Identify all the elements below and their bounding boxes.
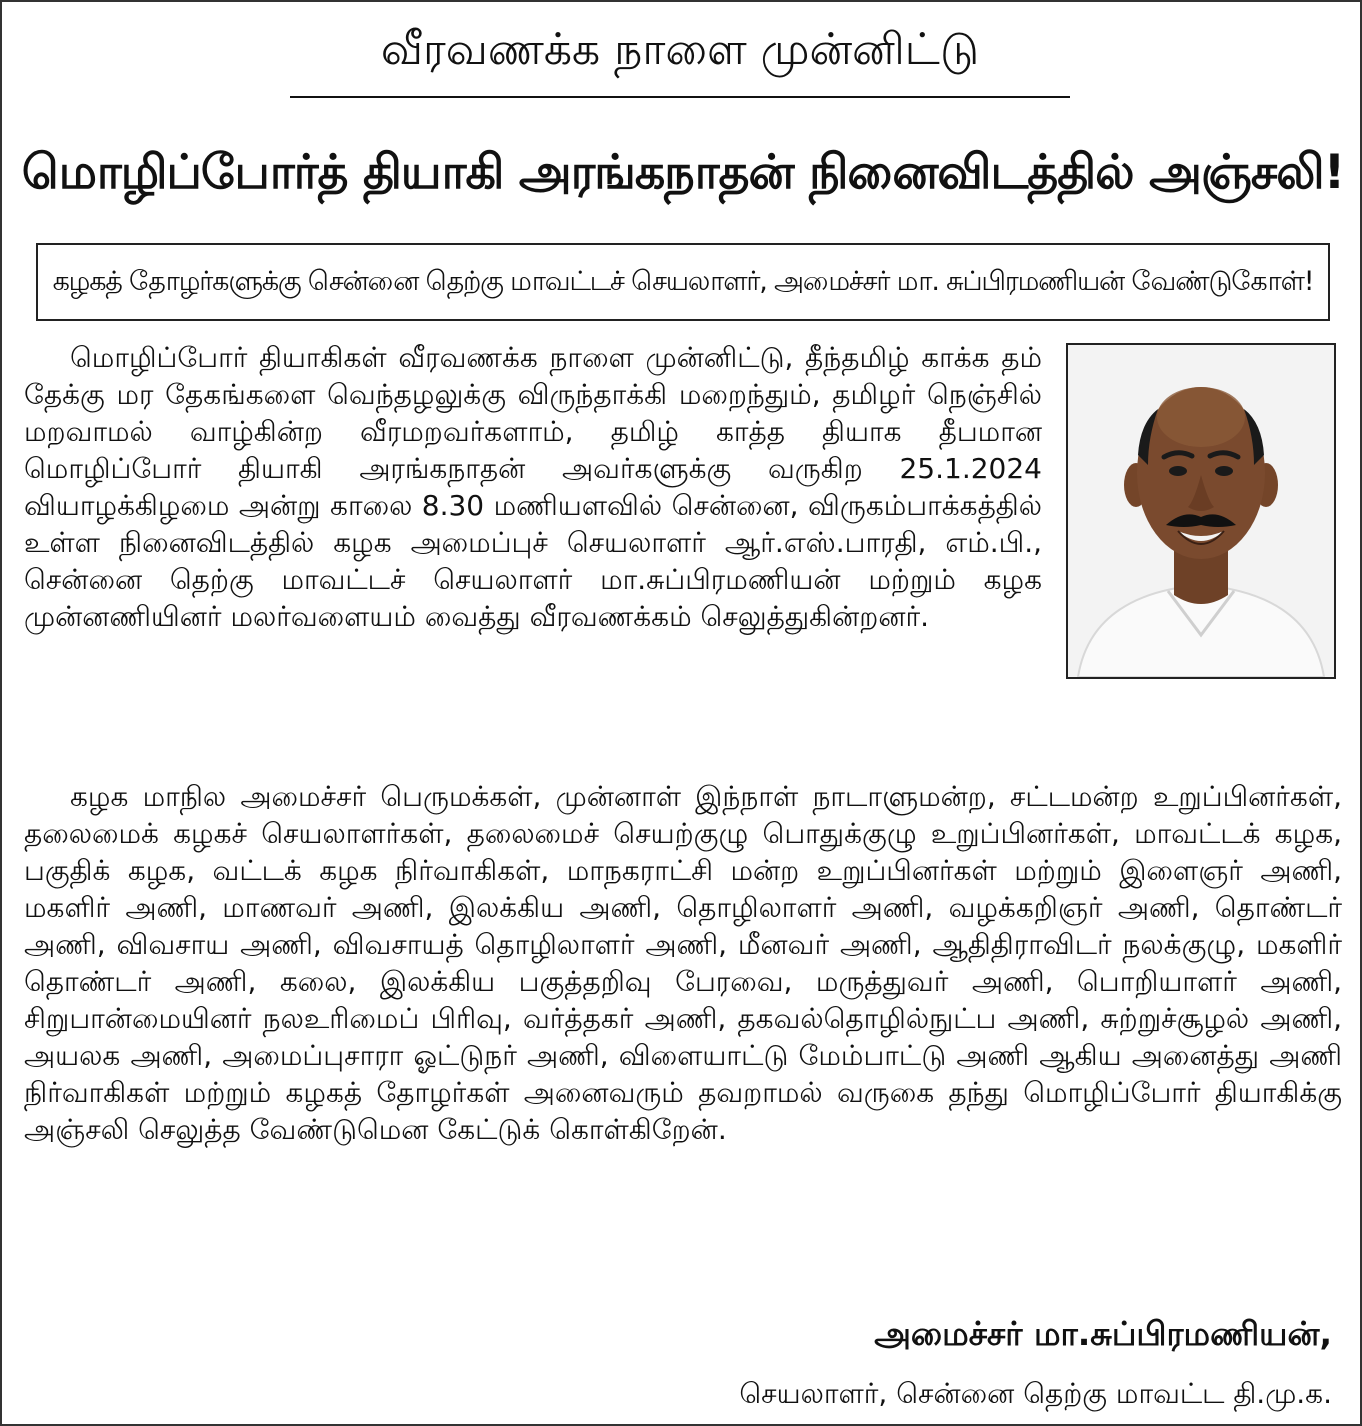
main-headline: மொழிப்போர்த் தியாகி அரங்கநாதன் நினைவிடத்தில் அஞ்சலி! (21, 145, 1345, 200)
subheadline-box (36, 243, 1330, 321)
portrait-illustration (1068, 345, 1334, 677)
kicker-heading: வீரவணக்க நாளை முன்னிட்டு (380, 24, 980, 75)
body-paragraph-1: மொழிப்போர் தியாகிகள் வீரவணக்க நாளை முன்னிட்டு, தீந்தமிழ் காக்க தம் தேக்கு மர தேகங்களை வெந்தழலுக்கு விருந்தாக்கி மறைந்தும், தமிழர் நெஞ்சில் மறவாமல் வாழ்கின்ற வீரமறவர்களாம், தமிழ் காத்த தியாக தீபமான மொழிப்போர் தியாகி அரங்கநாதன் அவர்களுக்கு வருகிற 25.1.2024 வியாழக்கிழமை அன்று காலை 8.30 மணியளவில் சென்னை, விருகம்பாக்கத்தில் உள்ள நினைவிடத்தில் கழக அமைப்புச் செயலாளர் ஆர்.எஸ்.பாரதி, எம்.பி., சென்னை தெற்கு மாவட்டச் செயலாளர் மா.சுப்பிரமணியன் மற்றும் கழக முன்னணியினர் மலர்வளையம் வைத்து வீரவணக்கம் செலுத்துகின்றனர். (24, 341, 1042, 633)
subheadline: கழகத் தோழர்களுக்கு சென்னை தெற்கு மாவட்டச் செயலாளர், அமைச்சர் மா. சுப்பிரமணியன் வேண்டுகோள்! (52, 266, 1314, 297)
kicker-underline (290, 96, 1070, 98)
signature-name: அமைச்சர் மா.சுப்பிரமணியன், (874, 1314, 1332, 1353)
portrait-photo (1066, 343, 1336, 679)
signature-title: செயலாளர், சென்னை தெற்கு மாவட்ட தி.மு.க. (739, 1377, 1332, 1410)
body-paragraph-2: கழக மாநில அமைச்சர் பெருமக்கள், முன்னாள் இந்நாள் நாடாளுமன்ற, சட்டமன்ற உறுப்பினர்கள், தலைமைக் கழகச் செயலாளர்கள், தலைமைச் செயற்குழு பொதுக்குழு உறுப்பினர்கள், மாவட்டக் கழக, பகுதிக் கழக, வட்டக் கழக நிர்வாகிகள், மாநகராட்சி மன்ற உறுப்பினர்கள் மற்றும் இளைஞர் அணி, மகளிர் அணி, மாணவர் அணி, இலக்கிய அணி, தொழிலாளர் அணி, வழக்கறிஞர் அணி, தொண்டர் அணி, விவசாய அணி, விவசாயத் தொழிலாளர் அணி, மீனவர் அணி, ஆதிதிராவிடர் நலக்குழு, மகளிர் தொண்டர் அணி, கலை, இலக்கிய பகுத்தறிவு பேரவை, மருத்துவர் அணி, பொறியாளர் அணி, சிறுபான்மையினர் நலஉரிமைப் பிரிவு, வர்த்தகர் அணி, தகவல்தொழில்நுட்ப அணி, சுற்றுச்சூழல் அணி, அயலக அணி, அமைப்புசாரா ஓட்டுநர் அணி, விளையாட்டு மேம்பாட்டு அணி ஆகிய அனைத்து அணி நிர்வாகிகள் மற்றும் கழகத் தோழர்கள் அனைவரும் தவறாமல் வருகை தந்து மொழிப்போர் தியாகிக்கு அஞ்சலி செலுத்த வேண்டுமென கேட்டுக் கொள்கிறேன். (24, 780, 1342, 1146)
